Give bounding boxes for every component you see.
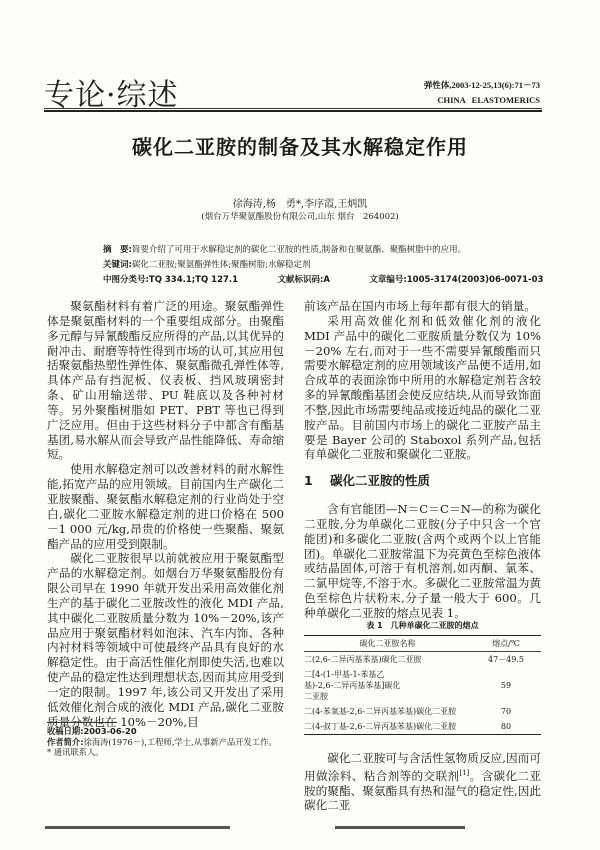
article-no-label: 文章编号:	[369, 275, 407, 285]
citation-ref: [1]	[459, 768, 470, 777]
table-caption: 表 1 几种单碳化二亚胺的熔点	[366, 621, 479, 630]
keywords-line	[103, 258, 553, 273]
section-body-continued	[304, 751, 541, 813]
body-paragraph: 采用高效催化剂和低效催化剂的液化 MDI 产品中的碳化二亚胺质量分数仅为 10%－20% 左右,而对于一些不需要异氰酸酯而只需要水解稳定剂的应用领域该产品便不适用,如合成革的表面涂饰中所用的水解稳定剂若含较多的异氰酸酯基团会使反应结块,从而导致饰面不整,因此市场需要纯品或接近纯品的碳化二亚胺产品。目前国内市场上的碳化二亚胺产品主要是 Bayer 公司的 Staboxol 系列产品,包括有单碳化二亚胺和聚碳化二亚胺。	[304, 313, 541, 462]
table-header-row	[304, 636, 541, 652]
keywords-text: 碳化二亚胺;聚氨酯弹性体;聚酯树脂;水解稳定剂	[131, 260, 311, 270]
section-title: 碳化二亚胺的性质	[330, 473, 431, 488]
table-header: 碳化二亚胺名称	[304, 636, 471, 652]
body-paragraph: 前该产品在国内市场上每年都有很大的销量。	[304, 299, 536, 313]
section-body	[304, 502, 541, 621]
header-rule	[44, 108, 542, 112]
paragraph-text: 。含碳化二亚胺的聚酯、聚氨酯具有热和湿气的稳定性,因此碳化二亚	[304, 768, 541, 813]
table-row	[304, 719, 541, 735]
contact-note: * 通讯联系人。	[47, 747, 104, 757]
body-paragraph: 碳化二亚胺很早以前就被应用于聚氨酯型产品的水解稳定剂。如烟台万华聚氨酯股份有限公司早在 1990 年就开发出采用高效催化剂生产的基于碳化二亚胺改性的液化 MDI 产品,其中碳化二亚胺质量分数为 10%－20%,该产品应用于聚氨酯材料如泡沫、汽车内饰、各种内衬材料等领域中可使最终产品具有良好的水解稳定性。由于高活性催化剂即使失活,也难以使产品的稳定性达到理想状态,因而其应用受到一定的限制。1997 年,该公司又开发出了采用低效催化剂合成的液化 MDI 产品,碳化二亚胺质量分数也在 10%－20%,目	[47, 551, 284, 729]
journal-citation: 弹性体,2003-12-25,13(6):71－73	[423, 80, 540, 90]
melting-point-table	[304, 635, 541, 735]
body-paragraph: 聚氨酯材料有着广泛的用途。聚氨酯弹性体是聚氨酯材料的一个重要组成部分。由聚酯多元醇与异氰酸酯反应所得的产品,以其优异的耐冲击、耐磨等特性得到市场的认可,其应用包括聚氨酯热塑性弹性体、聚氨酯微孔弹性体等,具体产品有挡泥板、仪表板、挡风玻璃密封条、矿山用输送带、PU 鞋底以及各种衬材等。另外聚酯树脂如 PET、PBT 等也已得到广泛应用。但由于这些材料分子中都含有酯基基团,易水解从而会导致产品性能降低、寿命缩短。	[47, 299, 284, 462]
scan-edge	[335, 826, 465, 829]
right-column	[304, 299, 541, 462]
authors: 徐海涛,杨 勇*,李序霞,王炳凯	[232, 199, 368, 210]
footnote-rule	[47, 722, 117, 723]
abstract-text: 简要介绍了可用于水解稳定剂的碳化二亚胺的性质,制备和在聚氨酯、聚酯树脂中的应用。	[131, 245, 467, 255]
abstract-label: 摘 要:	[103, 245, 132, 255]
clc-label: 中图分类号:	[103, 275, 149, 285]
received-date: 2003-06-20	[83, 726, 137, 736]
table-row	[304, 652, 541, 668]
table-1	[304, 620, 541, 735]
table-cell: 二(4-叔丁基-2,6-二异丙基苯基)碳化二亚胺	[304, 722, 457, 731]
paper-title: 碳化二亚胺的制备及其水解稳定作用	[132, 135, 468, 159]
doc-code-label: 文献标识码:	[277, 275, 324, 285]
scan-edge	[45, 826, 230, 829]
table-cell: 二[4-(1-甲基-1-苯基乙基)-2,6-二异丙基苯基]碳化二亚胺	[304, 670, 401, 701]
affiliation: (烟台万华聚氨酯股份有限公司,山东 烟台 264002)	[201, 212, 399, 222]
abstract-line	[103, 243, 553, 258]
section-heading	[304, 471, 430, 489]
journal-info	[424, 78, 540, 108]
table-cell: 二(2,6-二异丙基苯基)碳化二亚胺	[304, 655, 422, 664]
table-header: 熔点/℃	[471, 636, 541, 652]
table-row	[304, 704, 541, 719]
table-cell: 二(4-苯氧基-2,6-二异丙基苯基)碳化二亚胺	[304, 707, 457, 716]
received-label: 收稿日期:	[47, 726, 84, 736]
table-cell: 59	[500, 681, 512, 690]
classification-line	[103, 273, 553, 288]
table-row	[304, 667, 541, 704]
abstract-block	[103, 243, 553, 288]
keywords-label: 关键词:	[103, 260, 132, 270]
table-cell: 80	[500, 722, 512, 731]
left-column	[47, 299, 284, 729]
footnote	[47, 726, 284, 758]
body-paragraph	[304, 751, 541, 813]
doc-code-value: A	[323, 275, 330, 285]
table-cell: 47－49.5	[488, 655, 524, 664]
table-cell: 70	[500, 707, 512, 716]
section-number: 1	[304, 473, 313, 488]
paragraph-text: 碳化二亚胺可与含活性氢物质反应,因而可用做涂料、粘合剂等的交联剂	[304, 751, 541, 783]
clc-value: TQ 334.1;TQ 127.1	[148, 275, 239, 285]
journal-name-en: CHINA ELASTOMERICS	[437, 95, 540, 105]
body-paragraph: 含有官能团—N＝C＝C＝N—的称为碳化二亚胺,分为单碳化二亚胺(分子中只含一个官能团)和多碳化二亚胺(含两个或两个以上官能团)。单碳化二亚胺常温下为亮黄色至棕色液体或结晶固体,可溶于有机溶剂,如丙酮、氯苯、二氯甲烷等,不溶于水。多碳化二亚胺常温为黄色至棕色片状粉末,分子量一般大于 600。几种单碳化二亚胺的熔点见表 1。	[304, 502, 541, 620]
body-paragraph: 使用水解稳定剂可以改善材料的耐水解性能,拓宽产品的应用领域。目前国内生产碳化二亚胺聚酯、聚氨酯水解稳定剂的行业尚处于空白,碳化二亚胺水解稳定剂的进口价格在 500－1 000 元/kg,昂贵的价格使一些聚酯、聚氨酯产品的应用受到限制。	[47, 462, 284, 551]
author-bio-label: 作者简介:	[47, 736, 84, 747]
article-no-value: 1005-3174(2003)06-0071-03	[406, 275, 544, 285]
author-bio: 徐海涛(1976－),工程师,学士,从事新产品开发工作。	[83, 736, 277, 747]
section-label: 专论·综述	[44, 78, 179, 113]
